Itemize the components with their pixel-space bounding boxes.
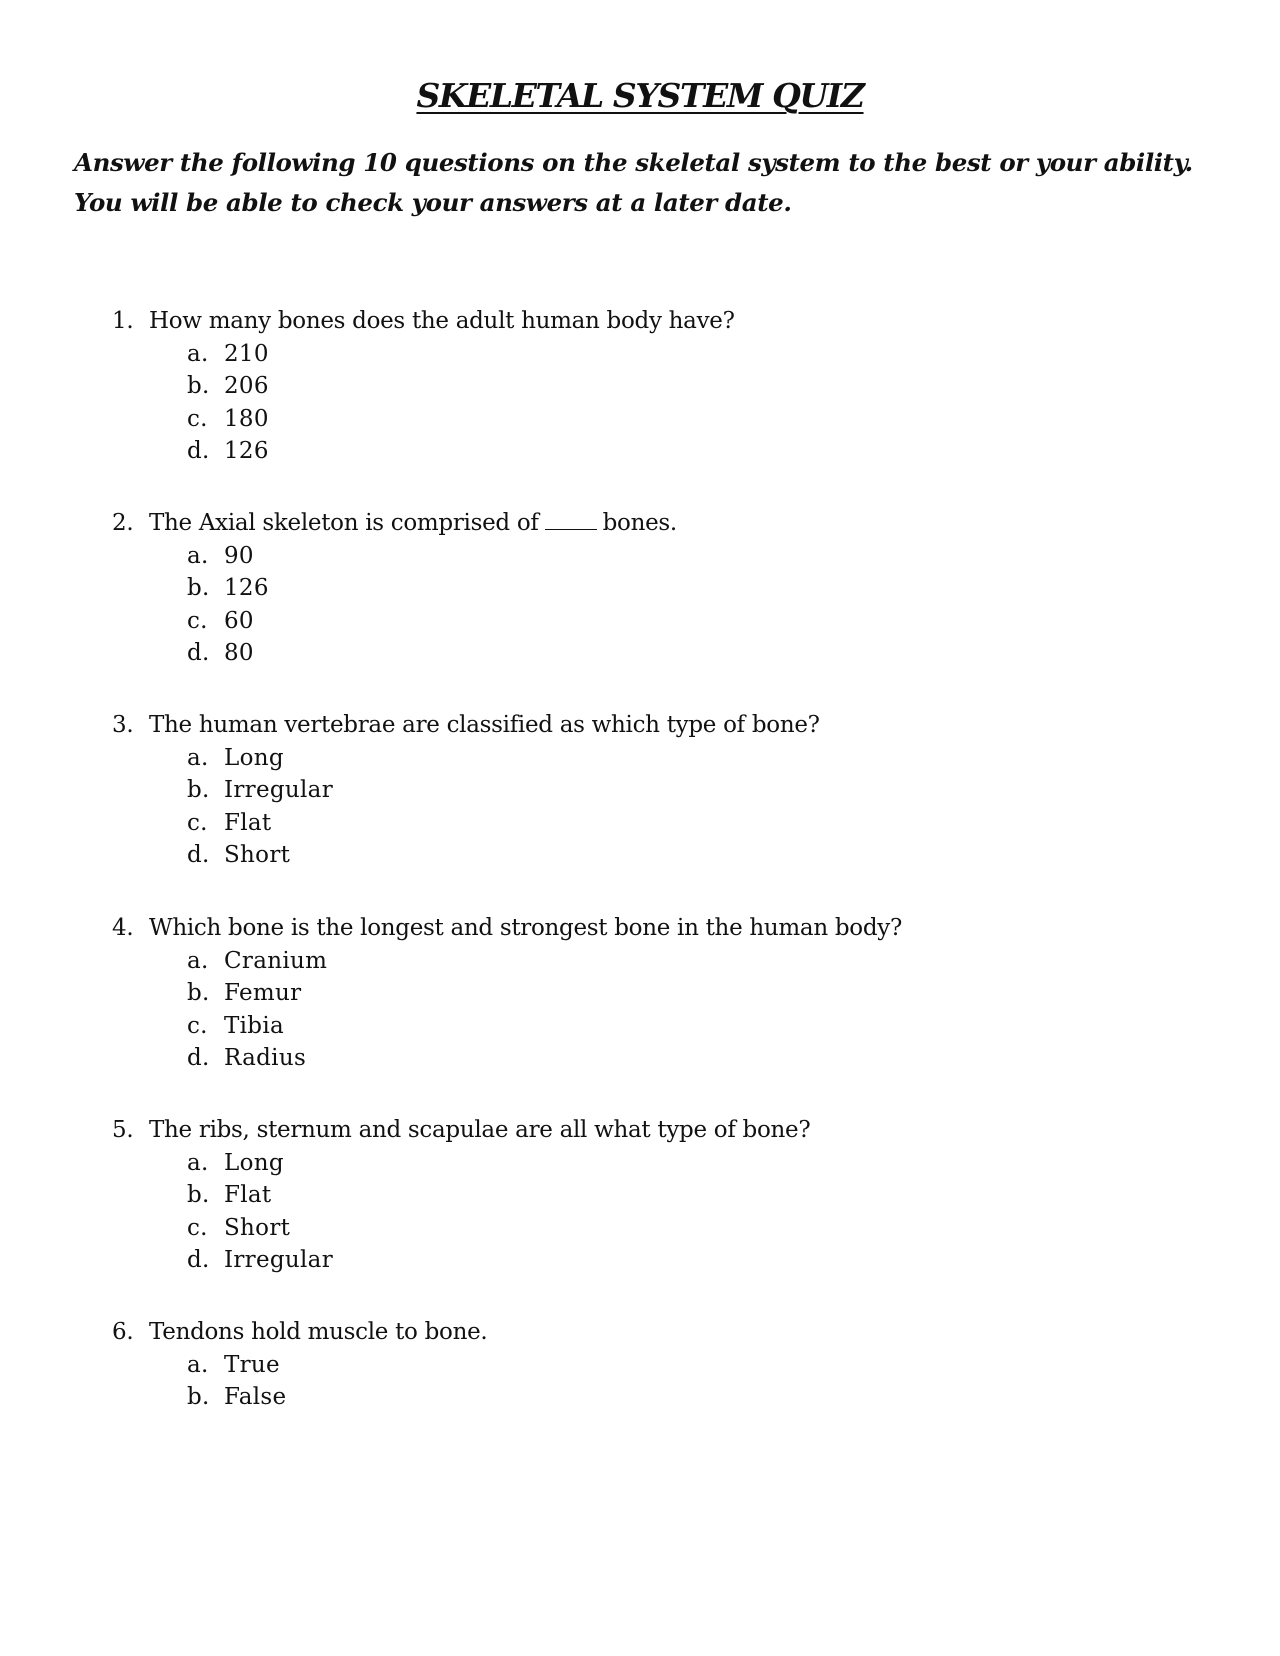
option-letter: d. bbox=[187, 639, 210, 666]
question-text: The human vertebrae are classified as which type of bone? bbox=[149, 712, 820, 738]
question-stem bbox=[112, 304, 1212, 338]
answer-options bbox=[112, 1147, 1212, 1276]
option-text: 80 bbox=[224, 639, 254, 666]
answer-option-c[interactable] bbox=[112, 807, 1212, 839]
option-text: 180 bbox=[224, 405, 269, 432]
option-text: Radius bbox=[224, 1044, 307, 1071]
question-text: The ribs, sternum and scapulae are all what type of bone? bbox=[149, 1117, 811, 1143]
option-letter: c. bbox=[187, 405, 208, 432]
instructions-line-1: Answer the following 10 questions on the skeletal system to the best or your ability. bbox=[74, 148, 1193, 177]
answer-option-d[interactable] bbox=[112, 435, 1212, 467]
option-letter: c. bbox=[187, 1012, 208, 1039]
option-text: Irregular bbox=[224, 1246, 333, 1273]
answer-option-b[interactable] bbox=[112, 774, 1212, 806]
question-6 bbox=[112, 1315, 1212, 1414]
option-text: Irregular bbox=[224, 777, 333, 804]
option-text: Long bbox=[224, 1150, 284, 1176]
instructions-line-2: You will be able to check your answers at a later date. bbox=[74, 188, 792, 217]
answer-option-a[interactable] bbox=[112, 1147, 1212, 1179]
option-text: Flat bbox=[224, 1182, 272, 1209]
option-letter: a. bbox=[187, 341, 209, 367]
answer-option-d[interactable] bbox=[112, 1244, 1212, 1276]
option-text: Short bbox=[224, 1214, 291, 1241]
option-text: Flat bbox=[224, 809, 272, 836]
option-letter: b. bbox=[187, 1384, 210, 1411]
option-letter: a. bbox=[187, 543, 209, 569]
question-1 bbox=[112, 304, 1212, 467]
answer-option-b[interactable] bbox=[112, 1179, 1212, 1211]
option-text: 126 bbox=[224, 575, 269, 602]
option-letter: c. bbox=[187, 809, 208, 836]
option-letter: d. bbox=[187, 437, 210, 464]
question-text: Which bone is the longest and strongest bone in the human body? bbox=[149, 915, 902, 941]
page-title: SKELETAL SYSTEM QUIZ bbox=[416, 76, 864, 115]
option-text: 210 bbox=[224, 341, 269, 367]
option-text: Femur bbox=[224, 980, 302, 1007]
answer-option-c[interactable] bbox=[112, 1212, 1212, 1244]
option-letter: d. bbox=[187, 841, 210, 868]
option-letter: a. bbox=[187, 1352, 209, 1378]
option-letter: a. bbox=[187, 948, 209, 974]
answer-options bbox=[112, 742, 1212, 871]
answer-option-b[interactable] bbox=[112, 370, 1212, 402]
answer-options bbox=[112, 1349, 1212, 1414]
answer-option-c[interactable] bbox=[112, 403, 1212, 435]
answer-option-b[interactable] bbox=[112, 572, 1212, 604]
question-number: 3. bbox=[112, 712, 134, 738]
option-text: True bbox=[224, 1352, 280, 1378]
question-number: 1. bbox=[112, 308, 134, 334]
question-4 bbox=[112, 911, 1212, 1074]
question-text: The Axial skeleton is comprised of bbox=[149, 510, 539, 536]
option-letter: c. bbox=[187, 1214, 208, 1241]
question-text: Tendons hold muscle to bone. bbox=[149, 1319, 488, 1345]
option-letter: c. bbox=[187, 607, 208, 634]
answer-option-b[interactable] bbox=[112, 1381, 1212, 1413]
instructions bbox=[74, 143, 1254, 223]
option-letter: b. bbox=[187, 1182, 210, 1209]
answer-options bbox=[112, 945, 1212, 1074]
answer-option-a[interactable] bbox=[112, 540, 1212, 572]
answer-option-a[interactable] bbox=[112, 945, 1212, 977]
question-stem bbox=[112, 1113, 1212, 1147]
answer-options bbox=[112, 540, 1212, 669]
answer-option-d[interactable] bbox=[112, 839, 1212, 871]
option-text: Tibia bbox=[224, 1012, 284, 1039]
answer-option-d[interactable] bbox=[112, 637, 1212, 669]
answer-option-a[interactable] bbox=[112, 338, 1212, 370]
question-number: 6. bbox=[112, 1319, 134, 1345]
question-number: 2. bbox=[112, 510, 134, 536]
answer-blank[interactable] bbox=[545, 509, 597, 530]
option-text: False bbox=[224, 1384, 287, 1411]
question-2 bbox=[112, 506, 1212, 669]
answer-options bbox=[112, 338, 1212, 467]
option-letter: d. bbox=[187, 1044, 210, 1071]
option-text: 60 bbox=[224, 607, 254, 634]
answer-option-c[interactable] bbox=[112, 1010, 1212, 1042]
option-text: Cranium bbox=[224, 948, 328, 974]
question-5 bbox=[112, 1113, 1212, 1276]
option-text: 206 bbox=[224, 373, 269, 400]
answer-option-d[interactable] bbox=[112, 1042, 1212, 1074]
question-stem bbox=[112, 911, 1212, 945]
option-text: Short bbox=[224, 841, 291, 868]
option-letter: a. bbox=[187, 1150, 209, 1176]
question-stem bbox=[112, 708, 1212, 742]
answer-option-b[interactable] bbox=[112, 977, 1212, 1009]
question-3 bbox=[112, 708, 1212, 871]
option-letter: b. bbox=[187, 575, 210, 602]
option-letter: b. bbox=[187, 373, 210, 400]
question-stem bbox=[112, 1315, 1212, 1349]
question-number: 4. bbox=[112, 915, 134, 941]
question-text: How many bones does the adult human body have? bbox=[149, 308, 735, 334]
answer-option-c[interactable] bbox=[112, 605, 1212, 637]
option-text: 90 bbox=[224, 543, 254, 569]
option-letter: a. bbox=[187, 745, 209, 771]
option-text: Long bbox=[224, 745, 284, 771]
option-letter: b. bbox=[187, 777, 210, 804]
option-text: 126 bbox=[224, 437, 269, 464]
question-stem bbox=[112, 506, 1212, 540]
option-letter: b. bbox=[187, 980, 210, 1007]
answer-option-a[interactable] bbox=[112, 1349, 1212, 1381]
option-letter: d. bbox=[187, 1246, 210, 1273]
answer-option-a[interactable] bbox=[112, 742, 1212, 774]
question-number: 5. bbox=[112, 1117, 134, 1143]
question-text-suffix: bones. bbox=[602, 510, 677, 536]
